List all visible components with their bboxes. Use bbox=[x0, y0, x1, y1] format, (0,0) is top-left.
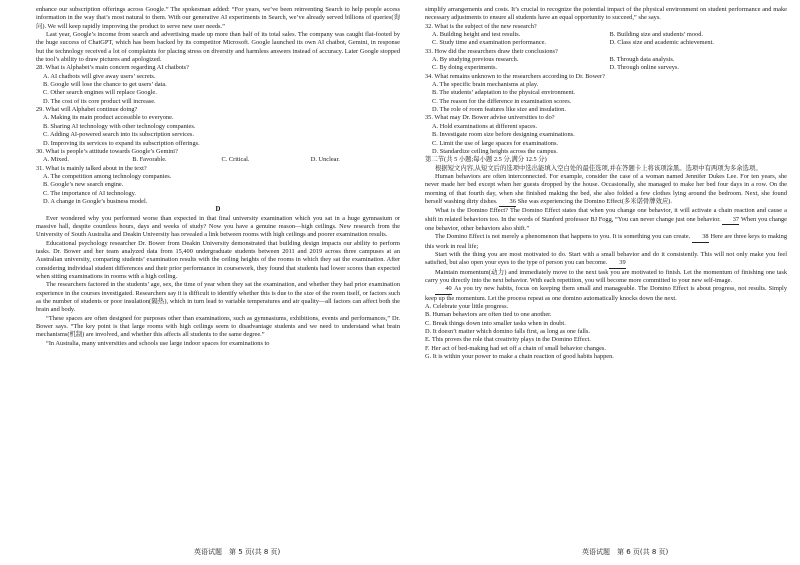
question-33-option-c: C. By doing experiments. bbox=[432, 64, 498, 72]
cloze-option-b: B. Human behaviors are often tied to one another. bbox=[425, 311, 552, 319]
cloze-paragraph-5: Maintain momentum(动力) and immediately move to the next task you are motivated to finish. Let the momentum of finishing one task carry you directly into the next behavior. With each repetition, you will become more committed to your new self-image. bbox=[425, 268, 787, 284]
cloze-option-d: D. It doesn’t matter which domino falls first, as long as one falls. bbox=[425, 328, 590, 336]
question-31-option-c: C. The importance of AI technology. bbox=[43, 189, 137, 197]
question-32-options-row-1 bbox=[425, 31, 787, 39]
question-28-option-c: C. Other search engines will replace Google. bbox=[43, 89, 157, 97]
question-32: 32. What is the subject of the new research? bbox=[425, 22, 537, 30]
passage-c-paragraph: Last year, Google’s income from search and advertising made up more than half of its total sales. The company was caught flat-footed by the huge success of ChatGPT, which has been backed by its competitor Microsoft. Google launched its own AI chatbot, Gemini, in response but the technology received a lot of complaints for placing stress on diversity and harmless answers instead of accuracy. Later Google stopped the tool’s ability to draw pictures and apologized. bbox=[36, 31, 400, 64]
question-34: 34. What remains unknown to the researchers according to Dr. Bower? bbox=[425, 72, 605, 80]
question-28-option-b: B. Google will lose the chance to get users’ data. bbox=[43, 81, 167, 89]
question-32-option-b: B. Building size and students’ mood. bbox=[609, 31, 703, 39]
page-footer-right: 英语试题 第 6 页(共 8 页) bbox=[582, 548, 669, 556]
cloze-paragraph-3-text: The Domino Effect is not merely a phenomenon that happens to you. It is something you can create. bbox=[435, 233, 691, 241]
cloze-paragraph-2 bbox=[425, 207, 787, 233]
question-32-option-d: D. Class size and academic achievement. bbox=[609, 39, 714, 47]
cloze-option-f: F. Her act of bed-making had set off a chain of small behavior changes. bbox=[425, 344, 606, 352]
cloze-paragraph-1 bbox=[425, 173, 787, 207]
question-31: 31. What is mainly talked about in the text? bbox=[36, 164, 147, 172]
question-34-option-a: A. The specific brain mechanisms at play. bbox=[432, 81, 539, 89]
question-30-option-b: B. Favorable. bbox=[132, 156, 167, 164]
blank-38: 38 bbox=[692, 233, 709, 242]
cloze-option-c: C. Break things down into smaller tasks when in doubt. bbox=[425, 319, 566, 327]
left-column bbox=[36, 6, 400, 348]
passage-d-paragraph-3: The researchers factored in the students’ age, sex, the time of year when they sat the examination, and whether they had prior examination experience in the courses investigated. Researchers say it is difficult to identify whether this is due to the size of the room itself, or factors such as the number of students or poor insulation(隔热), which in turn lead to variable temperatures and air quality—all factors can affect both the brain and body. bbox=[36, 281, 400, 314]
question-31-option-b: B. Google’s new search engine. bbox=[43, 181, 124, 189]
question-30-option-c: C. Critical. bbox=[221, 156, 250, 164]
cloze-option-g: G. It is within your power to make a chain reaction of good habits happen. bbox=[425, 353, 614, 361]
question-33-option-d: D. Through online surveys. bbox=[609, 64, 679, 72]
cloze-paragraph-2-text: What is the Domino Effect? The Domino Effect states that when you change one behavior, it will activate a chain reaction and cause a shift in related behaviors too. In the words of Stanford professor BJ Fogg, “You can never change just one behavior. bbox=[425, 207, 787, 223]
question-29-option-c: C. Adding AI-powered search into its subscription services. bbox=[43, 131, 194, 139]
question-32-option-a: A. Building height and test results. bbox=[432, 31, 521, 39]
question-35-option-b: B. Investigate room size before designing examinations. bbox=[432, 131, 575, 139]
cloze-paragraph-6 bbox=[425, 285, 787, 303]
question-29-option-d: D. Improving its services to expand its subscription offerings. bbox=[43, 139, 200, 147]
passage-d-paragraph-2: Educational psychology researcher Dr. Bower from Deakin University demonstrated that building design impacts our ability to perform tasks. Dr. Bower and her team analyzed data from 15,400 undergraduate students between 2011 and 2019 across three campuses at an Australian university, comparing students’ examination results with the ceiling heights of the rooms in which they sat the examination. After considering individual student differences and their prior performance in coursework, they found that students had lower scores than expected when sitting examinations in rooms with a high ceiling. bbox=[36, 239, 400, 280]
question-35-option-a: A. Hold examinations at different spaces. bbox=[432, 122, 538, 130]
blank-40: 40 bbox=[435, 285, 452, 294]
question-33-option-a: A. By studying previous research. bbox=[432, 56, 519, 64]
right-column bbox=[425, 6, 787, 361]
question-33: 33. How did the researchers draw their conclusions? bbox=[425, 47, 558, 55]
passage-d-paragraph-5: “In Australia, many universities and schools use large indoor spaces for examinations to bbox=[46, 339, 270, 347]
section-2-title: 第二节(共 5 小题;每小题 2.5 分,满分 12.5 分) bbox=[425, 156, 547, 164]
page-footer-left: 英语试题 第 5 页(共 8 页) bbox=[194, 548, 281, 556]
cloze-paragraph-1-end: She was experiencing the Domino Effect(多米诺骨牌效应). bbox=[517, 197, 672, 205]
question-34-option-c: C. The reason for the difference in examination scores. bbox=[432, 97, 572, 105]
cloze-paragraph-3-end: Here are three keys to making this work in real life; bbox=[425, 233, 787, 250]
cloze-paragraph-1-text: Human behaviors are often interconnected. For example, consider the case of a woman named Jennifer Dukes Lee. For ten years, she never made her bed except when her guests dropped by the house. Occasionally, she managed to make her bed four days in a row. On the morning of that fourth day, when she finished making the bed, she also folded a few clothes lying around the bedroom. Next, she found herself washing dirty dishes. bbox=[425, 172, 787, 205]
passage-d-heading: D bbox=[215, 206, 221, 214]
question-31-option-d: D. A change in Google’s business model. bbox=[43, 197, 148, 205]
question-33-option-b: B. Through data analysis. bbox=[609, 56, 675, 64]
blank-37: 37 bbox=[722, 216, 739, 225]
passage-d-paragraph-1: Ever wondered why you performed worse than expected in that final university examination which you sat in a huge gymnasium or massive hall, despite countless hours, days and weeks of study? Now you have a genuine reason—high ceilings. New research from the University of South Australia and Deakin University has revealed a link between rooms with high ceilings and poorer examination results. bbox=[36, 214, 400, 239]
question-34-option-b: B. The students’ adaptation to the physical environment. bbox=[432, 89, 575, 97]
question-30-options bbox=[36, 156, 400, 164]
question-35-option-d: D. Standardize ceiling heights across the campus. bbox=[432, 147, 558, 155]
cloze-paragraph-6-text: As you try new habits, focus on keeping them small and manageable. The Domino Effect is about progress, not results. Simply keep up the momentum. Let the process repeat as one domino automatically knocks down the next. bbox=[425, 285, 787, 302]
blank-36: 36 bbox=[499, 198, 516, 207]
cloze-option-a: A. Celebrate your little progress. bbox=[425, 303, 509, 311]
cloze-option-e: E. This proves the role that creativity plays in the Domino Effect. bbox=[425, 336, 591, 344]
question-33-options-row-2 bbox=[425, 64, 787, 72]
question-30-option-a: A. Mixed. bbox=[43, 156, 69, 164]
question-29-option-a: A. Making its main product accessible to everyone. bbox=[43, 114, 174, 122]
passage-c-continuation: enhance our subscription offerings across Google.” The spokesman added: “For years, we’ve been reinventing Search to help people access information in the way that’s most natural to them. With our generative AI experiments in Search, we’ve already served billions of queries(询问). We will keep rapidly improving the product to serve new user needs.” bbox=[36, 6, 400, 30]
cloze-paragraph-2-end: When you change one behavior, other behaviors also shift.” bbox=[425, 215, 787, 232]
question-32-option-c: C. Study time and examination performance. bbox=[432, 39, 546, 47]
question-32-options-row-2 bbox=[425, 39, 787, 47]
question-35: 35. What may Dr. Bower advise universities to do? bbox=[425, 114, 555, 122]
question-29: 29. What will Alphabet continue doing? bbox=[36, 106, 138, 114]
question-28-option-d: D. The cost of its core product will increase. bbox=[43, 97, 156, 105]
passage-d-continuation: simplify arrangements and costs. It’s crucial to recognize the potential impact of the physical environment on student performance and make necessary adjustments to ensure all students have an equal opportunity to succeed,” she says. bbox=[425, 6, 787, 22]
blank-39: 39 bbox=[609, 259, 626, 268]
question-30: 30. What is people’s attitude towards Google’s Gemini? bbox=[36, 147, 178, 155]
question-34-option-d: D. The role of room features like size and insulation. bbox=[432, 106, 566, 114]
question-33-options-row-1 bbox=[425, 56, 787, 64]
cloze-paragraph-4-text: Start with the thing you are most motivated to do. Start with a small behavior and do it consistently. This will not only make you feel satisfied, but also open your eyes to the type of person you can become. bbox=[425, 250, 787, 267]
question-35-option-c: C. Limit the use of large spaces for examinations. bbox=[432, 139, 559, 147]
passage-d-paragraph-4: “These spaces are often designed for purposes other than examinations, such as gymnasiums, exhibitions, events and performances,” Dr. Bower says. “The key point is that large rooms with high ceilings seem to disadvantage students and we need to understand what brain mechanisms(机制) are involved, and whether this affects all students to the same degree.” bbox=[36, 314, 400, 339]
question-30-option-d: D. Unclear. bbox=[310, 156, 340, 164]
question-28: 28. What is Alphabet’s main concern regarding AI chatbots? bbox=[36, 64, 189, 72]
section-2-instructions: 根据短文内容,从短文后的选项中选出能填入空白处的最佳选项,并在答题卡上将该项涂黑。选项中有两项为多余选项。 bbox=[435, 164, 762, 172]
cloze-paragraph-4 bbox=[425, 251, 787, 269]
cloze-paragraph-3 bbox=[425, 233, 787, 251]
question-31-option-a: A. The competition among technology companies. bbox=[43, 172, 172, 180]
question-28-option-a: A. AI chatbots will give away users’ secrets. bbox=[43, 72, 156, 80]
question-29-option-b: B. Sharing AI technology with other technology companies. bbox=[43, 122, 196, 130]
